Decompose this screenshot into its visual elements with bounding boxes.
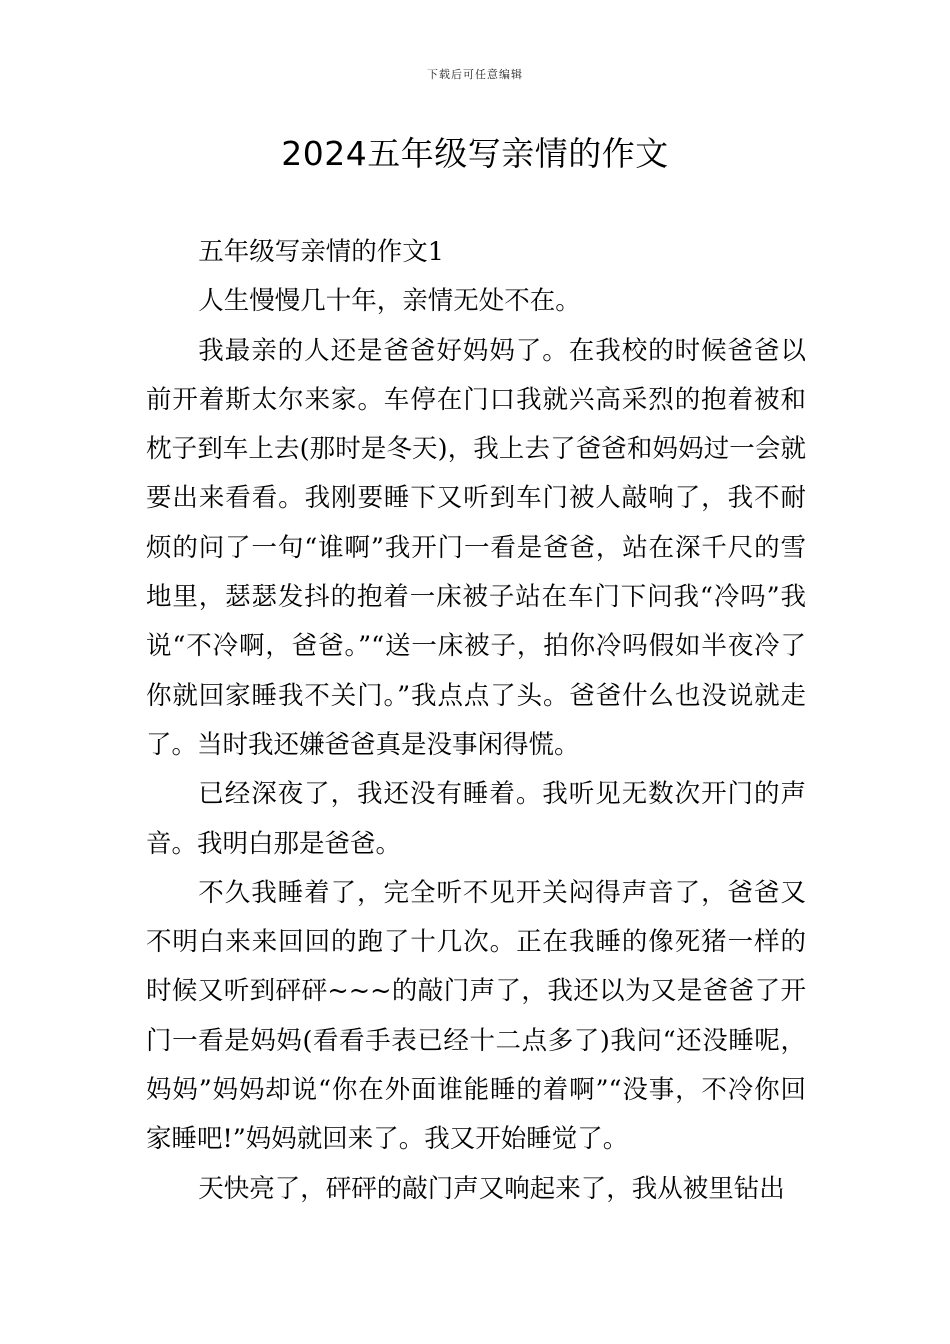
document-title: 2024五年级写亲情的作文	[281, 134, 669, 173]
subtitle-paragraph: 五年级写亲情的作文1	[198, 237, 444, 267]
document-body	[146, 228, 806, 1214]
body-paragraph: 已经深夜了，我还没有睡着。我听见无数次开门的声音。我明白那是爸爸。	[146, 779, 806, 859]
body-paragraph: 天快亮了，砰砰的敲门声又响起来了，我从被里钻出	[198, 1173, 785, 1204]
body-paragraph: 不久我睡着了，完全听不见开关闷得声音了，爸爸又不明白来来回回的跑了十几次。正在我睡的像死猪一样的时候又听到砰砰~~~的敲门声了，我还以为又是爸爸了开门一看是妈妈(看看手表已经十二点多了)我问“还没睡呢，妈妈”妈妈却说“你在外面谁能睡的着啊”“没事，不冷你回家睡吧!”妈妈就回来了。我又开始睡觉了。	[146, 877, 806, 1155]
header-note: 下载后可任意编辑	[427, 68, 523, 81]
body-paragraph: 我最亲的人还是爸爸好妈妈了。在我校的时候爸爸以前开着斯太尔来家。车停在门口我就兴高采烈的抱着被和枕子到车上去(那时是冬天)，我上去了爸爸和妈妈过一会就要出来看看。我刚要睡下又听到车门被人敲响了，我不耐烦的问了一句“谁啊”我开门一看是爸爸，站在深千尺的雪地里，瑟瑟发抖的抱着一床被子站在车门下问我“冷吗”我说“不冷啊，爸爸。”“送一床被子，拍你冷吗假如半夜冷了你就回家睡我不关门。”我点点了头。爸爸什么也没说就走了。当时我还嫌爸爸真是没事闲得慌。	[146, 335, 806, 760]
body-paragraph: 人生慢慢几十年，亲情无处不在。	[198, 286, 581, 317]
